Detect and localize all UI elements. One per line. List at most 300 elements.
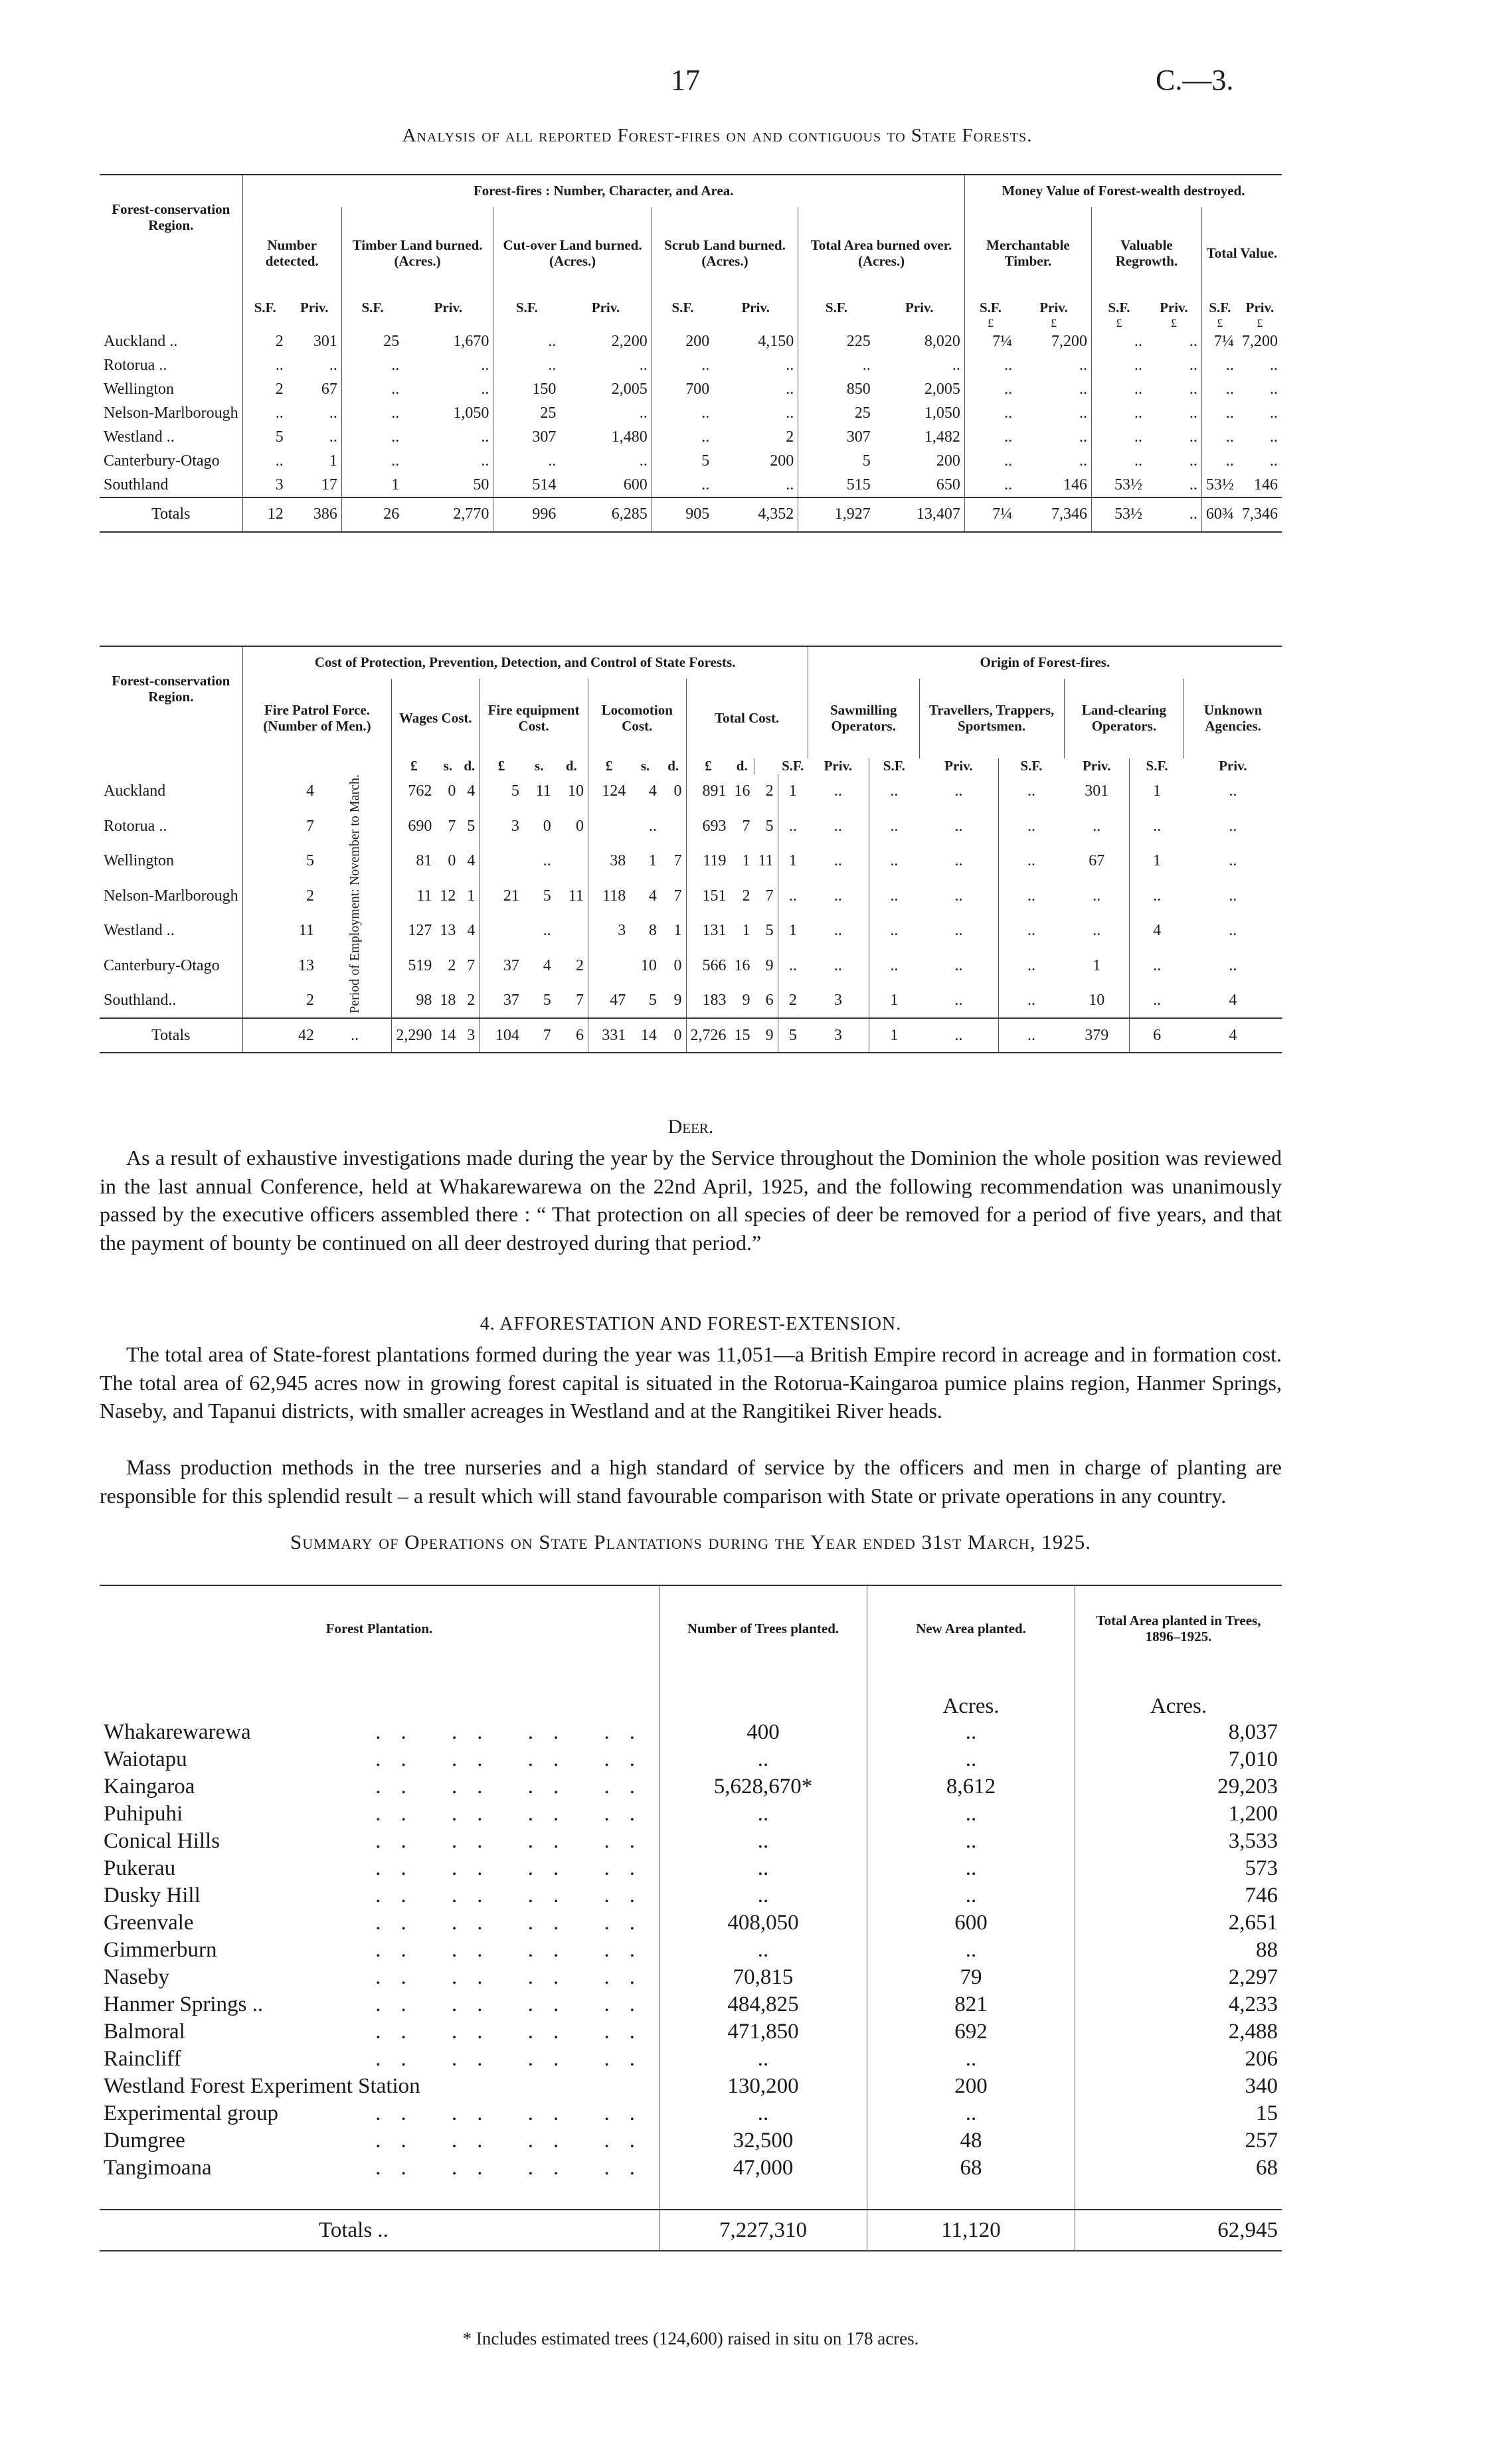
table-cell: .. <box>890 922 899 940</box>
table-cell: .. <box>1134 452 1143 470</box>
total-cell: 15 <box>734 1026 750 1044</box>
table-row <box>100 984 1282 1019</box>
sub-header-spacer <box>754 758 778 774</box>
plantation-name-cell <box>100 1746 659 1773</box>
sub-header-spacer <box>100 300 242 316</box>
unit-label: Acres. <box>1150 1694 1207 1718</box>
table-cell: 2 <box>742 887 750 905</box>
sub-header: S.F. <box>361 300 384 315</box>
table-cell: 3 <box>808 984 869 1019</box>
sub-header: S.F. <box>671 300 694 315</box>
spacer <box>100 2182 659 2210</box>
table-cell: 3,533 <box>1228 1829 1278 1853</box>
plantation-name: Experimental group <box>104 2101 279 2125</box>
table-cell: 11 <box>535 782 551 800</box>
table-cell: 2 <box>788 992 797 1010</box>
table-cell: 127 <box>408 922 432 940</box>
table-cell: 7,200 <box>1016 330 1091 354</box>
table-cell: 2 <box>275 333 284 351</box>
table-cell: .. <box>890 887 899 905</box>
table-cell: 68 <box>867 2155 1075 2182</box>
table-cell: 1 <box>788 782 797 800</box>
table-cell: 2,651 <box>1228 1911 1278 1935</box>
table-cell: 29,203 <box>1217 1775 1278 1799</box>
table-cell: 48 <box>867 2127 1075 2155</box>
total-cell: 2,726 <box>690 1026 727 1044</box>
table-row <box>100 330 1282 354</box>
table-cell: .. <box>1225 357 1234 375</box>
table-cell: .. <box>288 354 342 378</box>
plantation-row <box>100 1855 1282 1882</box>
table-cell: .. <box>875 354 965 378</box>
table-cell: .. <box>1146 474 1201 497</box>
table-row <box>100 844 1282 879</box>
table-cell: 891 <box>702 782 727 800</box>
sub-header: Priv. <box>1245 300 1274 315</box>
plantation-name-cell <box>100 2100 659 2127</box>
region-name: Wellington <box>100 844 242 879</box>
table-cell: 2,200 <box>560 330 652 354</box>
table-cell: 1,050 <box>403 402 493 426</box>
region-name: Wellington <box>100 378 242 402</box>
total-cell: 60¾ <box>1205 505 1234 523</box>
table-cell: .. <box>1016 378 1091 402</box>
table-cell: .. <box>1016 402 1091 426</box>
table-cell <box>588 809 630 844</box>
sub-header-spacer <box>318 758 392 774</box>
table-cell: 821 <box>867 1991 1075 2018</box>
table-cell: 1 <box>391 476 400 493</box>
spacer <box>875 316 965 330</box>
plantation-name-cell <box>100 1991 659 2018</box>
table-cell: 12 <box>440 887 456 905</box>
total-cell: 9 <box>754 1018 778 1053</box>
table-cell: 307 <box>846 428 871 446</box>
plantation-name: Westland Forest Experiment Station <box>104 2074 420 2098</box>
total-cell: 1,927 <box>834 505 871 523</box>
total-cell: 386 <box>288 497 342 532</box>
table-cell: 7 <box>661 844 686 879</box>
plantation-name: Kaingaroa <box>104 1775 195 1799</box>
table-cell: .. <box>1153 957 1162 975</box>
total-cell: 26 <box>383 505 400 523</box>
table-cell: 1 <box>288 450 342 474</box>
sub-header: Priv. <box>1016 300 1091 316</box>
table-cell: .. <box>890 852 899 870</box>
page-code: C.—3. <box>1156 64 1234 96</box>
pound-sign: £ <box>1257 315 1263 329</box>
table-cell: .. <box>659 1937 867 1964</box>
table-cell: 0 <box>661 774 686 810</box>
plantation-row <box>100 1773 1282 1801</box>
region-name: Rotorua .. <box>100 809 242 844</box>
table-cell: 5 <box>701 452 710 470</box>
table-cell: 746 <box>1245 1884 1278 1907</box>
sub-header-spacer <box>242 758 318 774</box>
table-cell: 0 <box>448 782 456 800</box>
plantation-name: Puhipuhi <box>104 1802 183 1826</box>
table-cell: .. <box>391 357 400 375</box>
plantation-row <box>100 2018 1282 2046</box>
plantation-name: Balmoral <box>104 2020 185 2044</box>
totals-row <box>100 1018 1282 1053</box>
table-cell: .. <box>403 378 493 402</box>
table-cell: 0 <box>555 809 588 844</box>
totals-label: Totals .. <box>319 2218 389 2242</box>
plantation-name-cell <box>100 1937 659 1964</box>
table-cell: 225 <box>846 333 871 351</box>
sub-header: S.F. <box>515 300 538 315</box>
total-cell: 7,346 <box>1016 497 1091 532</box>
leader-dots: .. .. .. .. <box>375 2101 655 2125</box>
table-cell: .. <box>1270 357 1278 375</box>
table-cell: 4,150 <box>713 330 798 354</box>
deer-paragraph: As a result of exhaustive investigations made during the year by the Service throughout the Dominion the whole position was reviewed in the last annual Conference, held at Whakarewarewa on the 22nd April, 1925, and the following recommendation was unanimously passed by the executive officers assembled there : “ That protection on all species of deer be removed for a period of five years, and that the payment of bounty be continued on all deer destroyed during that period.” <box>100 1146 1282 1255</box>
col-header: New Area planted. <box>867 1585 1075 1672</box>
table-cell: 7 <box>448 817 456 835</box>
table-cell: .. <box>713 474 798 497</box>
spacer <box>288 316 342 330</box>
sub-header: Priv. <box>1146 300 1201 316</box>
table-cell: .. <box>919 948 998 984</box>
table-cell: 3 <box>618 922 626 940</box>
table-cell <box>555 844 588 879</box>
col-header: Merchantable Timber. <box>964 207 1091 300</box>
table-cell: 13 <box>440 922 456 940</box>
total-cell: 7,346 <box>1242 505 1278 523</box>
period-note-text: Period of Employment: November to March. <box>347 774 362 1013</box>
total-cell: 905 <box>685 505 710 523</box>
table-cell: .. <box>701 357 710 375</box>
table-cell: 11 <box>416 887 432 905</box>
table-cell: 1 <box>788 922 797 940</box>
total-cell: 62,945 <box>1217 2218 1278 2242</box>
table-row <box>100 378 1282 402</box>
pound-sign: £ <box>1016 316 1091 330</box>
table-cell: 200 <box>713 450 798 474</box>
table-cell: 8,037 <box>1228 1720 1278 1744</box>
leader-dots: .. .. .. .. <box>375 1720 655 1744</box>
leader-dots: .. .. .. .. <box>375 1938 655 1962</box>
page-number: 17 <box>671 64 700 96</box>
table-cell: 1 <box>460 879 479 914</box>
table-cell: .. <box>275 357 284 375</box>
table-cell: .. <box>1225 428 1234 446</box>
table-cell: .. <box>1004 357 1013 375</box>
plantation-row <box>100 1937 1282 1964</box>
table-cell: 2 <box>460 984 479 1019</box>
table-cell: 7 <box>661 879 686 914</box>
table-cell: 0 <box>448 852 456 870</box>
sub-header: Priv. <box>919 758 998 774</box>
table-cell: .. <box>1064 879 1130 914</box>
table-cell: .. <box>1134 428 1143 446</box>
table-cell: 2 <box>555 948 588 984</box>
table-cell: 514 <box>532 476 557 493</box>
table-cell <box>480 914 523 949</box>
table-cell <box>480 844 523 879</box>
table-cell: .. <box>275 452 284 470</box>
table-cell: 2 <box>275 381 284 398</box>
col-header: Forest Plantation. <box>100 1585 659 1672</box>
table-cell: 68 <box>1256 2156 1278 2180</box>
plantation-name: Hanmer Springs .. <box>104 1992 264 2016</box>
money-sub-header: d. <box>731 758 754 774</box>
table-cell: .. <box>1146 354 1201 378</box>
table-cell: .. <box>1027 992 1035 1010</box>
table-cell: 1 <box>788 852 797 870</box>
afforestation-paragraph-1: The total area of State-forest plantations formed during the year was 11,051—a British Empire record in acreage and in formation cost. The total area of 62,945 acres now in growing forest capital is situated in the Rotorua-Kaingaroa pumice plains region, Hanmer Springs, Naseby, and Tapanui districts, with smaller acreages in Westland and at the Rangitikei River heads. <box>100 1342 1282 1423</box>
table-cell: 88 <box>1256 1938 1278 1962</box>
table-cell: .. <box>1027 887 1035 905</box>
sub-header: S.F. <box>254 300 276 315</box>
table-cell: 693 <box>702 817 727 835</box>
table-cell: 2 <box>754 774 778 810</box>
table-cell: .. <box>788 817 797 835</box>
plantation-name: Raincliff <box>104 2047 181 2071</box>
table-cell: .. <box>919 844 998 879</box>
table-cell: .. <box>1229 852 1237 870</box>
table-cell: .. <box>560 354 652 378</box>
table-cell: .. <box>919 914 998 949</box>
leader-dots: .. .. .. .. <box>375 1747 655 1771</box>
table-cell: .. <box>1004 404 1013 422</box>
table-cell: .. <box>659 1801 867 1828</box>
spacer <box>100 316 242 330</box>
table-cell: 81 <box>416 852 432 870</box>
plantations-title: Summary of Operations on State Plantations during the Year ended 31st March, 1925. <box>290 1530 1091 1553</box>
spacer <box>652 316 713 330</box>
table-cell: 25 <box>540 404 557 422</box>
table-row <box>100 402 1282 426</box>
table-row <box>100 774 1282 810</box>
table-cell: .. <box>1027 922 1035 940</box>
region-header: Forest-conservation Region. <box>100 646 242 758</box>
table-cell: 5 <box>511 782 519 800</box>
table-cell <box>555 914 588 949</box>
group-header-fires: Forest-fires : Number, Character, and Area. <box>242 175 964 207</box>
table-cell: 9 <box>661 984 686 1019</box>
table-cell: .. <box>659 1746 867 1773</box>
table-cell: .. <box>890 782 899 800</box>
sub-header: S.F. <box>1209 300 1231 315</box>
total-cell: 14 <box>440 1026 456 1044</box>
table-cell: 566 <box>702 957 727 975</box>
table-cell: .. <box>391 428 400 446</box>
leader-dots: .. .. .. .. <box>375 2020 655 2044</box>
money-sub-header: s. <box>640 758 650 774</box>
plantation-row <box>100 1991 1282 2018</box>
table-row <box>100 879 1282 914</box>
table-cell: .. <box>1134 404 1143 422</box>
plantation-name: Pukerau <box>104 1856 176 1880</box>
spacer <box>659 2182 867 2210</box>
table-cell: 7 <box>306 817 315 835</box>
spacer <box>493 316 561 330</box>
table-cell: 7 <box>555 984 588 1019</box>
table-cell: .. <box>1027 957 1035 975</box>
plantation-name-cell <box>100 1909 659 1937</box>
table-cell: .. <box>1134 381 1143 398</box>
group-header-origin: Origin of Forest-fires. <box>980 654 1110 671</box>
table-cell: 1 <box>648 852 657 870</box>
table-cell: .. <box>1064 809 1130 844</box>
table-cell: .. <box>1229 817 1237 835</box>
table-cell: 6 <box>754 984 778 1019</box>
money-sub-header: d. <box>460 758 479 774</box>
table-cell: 5 <box>543 887 551 905</box>
table-cell: 7 <box>754 879 778 914</box>
table-cell: 7¼ <box>1213 333 1234 351</box>
sub-header: S.F. <box>1108 300 1130 315</box>
table-cell: .. <box>1027 852 1035 870</box>
total-cell: 14 <box>640 1026 657 1044</box>
spacer <box>713 316 798 330</box>
table-cell: 119 <box>703 852 727 870</box>
table-cell: .. <box>1153 992 1162 1010</box>
table-cell: 37 <box>503 957 519 975</box>
table-cell: 1 <box>661 914 686 949</box>
table-cell: .. <box>659 1828 867 1855</box>
total-cell: 11,120 <box>867 2210 1075 2251</box>
table-row <box>100 948 1282 984</box>
table-cell: .. <box>1134 357 1143 375</box>
table-cell: 151 <box>702 887 727 905</box>
table-cell: .. <box>1134 333 1143 351</box>
table-cell: .. <box>1229 782 1237 800</box>
pound-sign: £ <box>1146 316 1201 330</box>
table-cell: 8 <box>648 922 657 940</box>
table-cell: 5 <box>306 852 315 870</box>
plantation-row <box>100 1746 1282 1773</box>
table-cell: 692 <box>867 2018 1075 2046</box>
table-cell: 5 <box>754 809 778 844</box>
table-cell: 400 <box>659 1719 867 1746</box>
table-cell: 7,010 <box>1228 1747 1278 1771</box>
money-sub-header: £ <box>705 758 712 774</box>
table-cell: 67 <box>288 378 342 402</box>
table-cell: 13 <box>298 957 315 975</box>
plantation-name: Dusky Hill <box>104 1884 201 1907</box>
table-row <box>100 474 1282 497</box>
plantation-name-cell <box>100 2046 659 2073</box>
table-cell: 38 <box>610 852 626 870</box>
table-cell: .. <box>1270 381 1278 398</box>
total-cell: 996 <box>532 505 557 523</box>
money-sub-header: £ <box>605 758 613 774</box>
table-cell: .. <box>867 1937 1075 1964</box>
totals-row <box>100 497 1282 532</box>
table-cell: .. <box>1146 330 1201 354</box>
table-cell: 2,297 <box>1228 1965 1278 1989</box>
table-cell: 130,200 <box>659 2073 867 2100</box>
total-cell: 6,285 <box>560 497 652 532</box>
table-cell: 600 <box>867 1909 1075 1937</box>
table-cell: .. <box>862 357 871 375</box>
plantation-name-cell <box>100 1855 659 1882</box>
table-cell: .. <box>890 817 899 835</box>
table-cell: .. <box>1027 817 1035 835</box>
table-cell <box>588 948 630 984</box>
table-cell: 16 <box>734 782 750 800</box>
table-row <box>100 809 1282 844</box>
table-cell: .. <box>867 1882 1075 1909</box>
table-cell: 11 <box>555 879 588 914</box>
col-header: Total Area burned over. (Acres.) <box>798 207 965 300</box>
table-cell: .. <box>548 333 557 351</box>
table-cell: .. <box>1146 450 1201 474</box>
table-cell: .. <box>659 2100 867 2127</box>
table-cell: .. <box>867 1746 1075 1773</box>
col-header: Total Value. <box>1206 245 1278 262</box>
total-cell: 3 <box>808 1018 869 1053</box>
total-cell: 4 <box>1229 1026 1237 1044</box>
table-cell: 2,488 <box>1228 2020 1278 2044</box>
total-cell: 13,407 <box>875 497 965 532</box>
region-name: Nelson-Marlborough <box>100 879 242 914</box>
spacer <box>341 316 403 330</box>
plantation-name-cell <box>100 1719 659 1746</box>
table-cell: .. <box>701 428 710 446</box>
table-cell: .. <box>919 984 998 1019</box>
table-cell: 301 <box>1064 774 1130 810</box>
total-cell: .. <box>919 1018 998 1053</box>
table-cell: 2 <box>713 426 798 450</box>
region-name: Canterbury-Otago <box>100 948 242 984</box>
spacer <box>242 316 288 330</box>
table-cell: 4 <box>543 957 551 975</box>
totals-label: Totals <box>100 497 242 532</box>
col-header: Fire Patrol Force. (Number of Men.) <box>242 679 392 758</box>
total-cell: 7¼ <box>992 505 1013 523</box>
plantation-row <box>100 2046 1282 2073</box>
table-row <box>100 914 1282 949</box>
plantations-table <box>100 1585 1282 2251</box>
table-cell: 11 <box>298 922 315 940</box>
table-cell: 146 <box>1254 476 1278 493</box>
pound-sign: £ <box>987 315 994 329</box>
table-cell: .. <box>543 922 551 940</box>
table-cell: 37 <box>503 992 519 1010</box>
total-cell: 12 <box>267 505 284 523</box>
total-cell: 6 <box>555 1018 588 1053</box>
table-cell: .. <box>1153 887 1162 905</box>
table-cell: .. <box>919 774 998 810</box>
plantation-row <box>100 1909 1282 1937</box>
table-cell: 79 <box>867 1964 1075 1991</box>
plantation-row <box>100 1801 1282 1828</box>
table-cell: 573 <box>1245 1856 1278 1880</box>
total-cell: .. <box>318 1018 392 1053</box>
table-cell: .. <box>867 1855 1075 1882</box>
leader-dots: .. .. .. .. <box>375 2129 655 2153</box>
table-cell: .. <box>701 404 710 422</box>
sub-header: Priv. <box>1064 758 1130 774</box>
table-cell: .. <box>403 450 493 474</box>
total-cell: 6 <box>1153 1026 1162 1044</box>
total-cell: 3 <box>460 1018 479 1053</box>
table-cell: .. <box>788 887 797 905</box>
plantation-row <box>100 2073 1282 2100</box>
table-cell: .. <box>808 809 869 844</box>
table-cell: .. <box>713 378 798 402</box>
leader-dots: .. .. .. .. <box>375 1775 655 1799</box>
totals-label-cell <box>100 2210 659 2251</box>
table-cell: 118 <box>602 887 626 905</box>
leader-dots: .. .. .. .. <box>375 2047 655 2071</box>
table-cell: .. <box>1229 922 1237 940</box>
table-cell: 1 <box>742 852 750 870</box>
